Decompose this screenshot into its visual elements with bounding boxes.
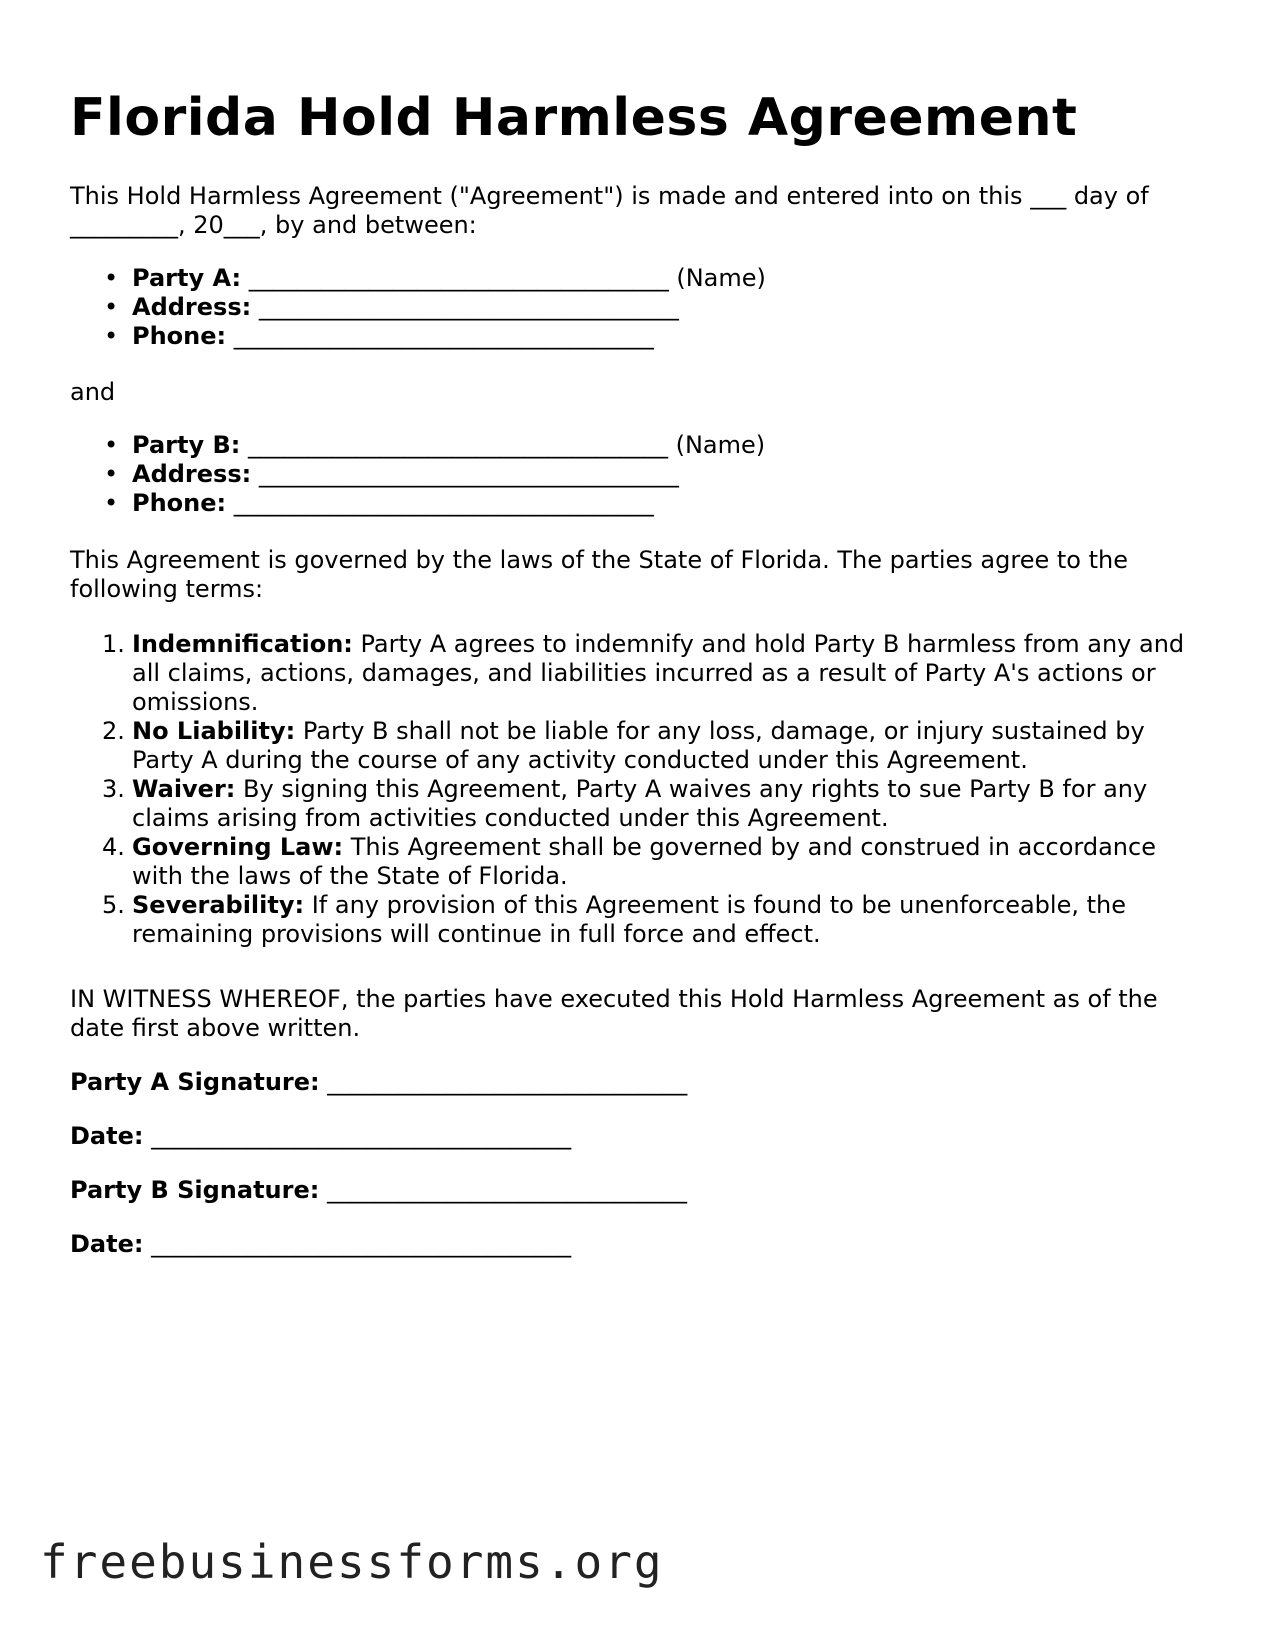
party-b-address-field: • Address: ___________________________________ bbox=[70, 460, 765, 489]
witness-paragraph: IN WITNESS WHEREOF, the parties have executed this Hold Harmless Agreement as of the date first above written. bbox=[70, 985, 1158, 1042]
party-a-date-line: Date: ___________________________________ bbox=[70, 1122, 572, 1150]
term-item: 3. Waiver: By signing this Agreement, Party A waives any rights to sue Party B for any claims arising from activities conducted under this Agreement. bbox=[102, 775, 1148, 832]
party-a-address-field: • Address: ___________________________________ bbox=[70, 293, 766, 322]
intro-paragraph: This Hold Harmless Agreement ("Agreement") is made and entered into on this ___ day of _________, 20___, by and between: bbox=[70, 182, 1149, 239]
and-text: and bbox=[70, 378, 116, 406]
party-a-phone-field: • Phone: ___________________________________ bbox=[70, 322, 766, 351]
party-b-date-line: Date: ___________________________________ bbox=[70, 1230, 572, 1258]
party-a-signature-line: Party A Signature: ______________________________ bbox=[70, 1068, 688, 1096]
party-b-name-field: • Party B: ___________________________________ (Name) bbox=[70, 431, 765, 460]
term-item: 4. Governing Law: This Agreement shall be governed by and construed in accordance with the laws of the State of Florida. bbox=[102, 833, 1156, 890]
party-b-list bbox=[70, 431, 765, 518]
terms-list bbox=[70, 630, 1200, 949]
party-b-signature-line: Party B Signature: ______________________________ bbox=[70, 1176, 687, 1204]
party-a-list bbox=[70, 264, 766, 351]
term-item: 2. No Liability: Party B shall not be liable for any loss, damage, or injury sustained by Party A during the course of any activity conducted under this Agreement. bbox=[102, 717, 1145, 774]
document-title: Florida Hold Harmless Agreement bbox=[70, 88, 1078, 148]
governing-paragraph: This Agreement is governed by the laws of the State of Florida. The parties agree to the following terms: bbox=[70, 546, 1128, 603]
party-a-name-field: • Party A: ___________________________________ (Name) bbox=[70, 264, 766, 293]
term-item: 1. Indemnification: Party A agrees to indemnify and hold Party B harmless from any and all claims, actions, damages, and liabilities incurred as a result of Party A's actions or omissions. bbox=[102, 630, 1185, 716]
footer-watermark: freebusinessforms.org bbox=[40, 1535, 664, 1589]
party-b-phone-field: • Phone: ___________________________________ bbox=[70, 489, 765, 518]
term-item: 5. Severability: If any provision of this Agreement is found to be unenforceable, the remaining provisions will continue in full force and effect. bbox=[102, 891, 1126, 948]
